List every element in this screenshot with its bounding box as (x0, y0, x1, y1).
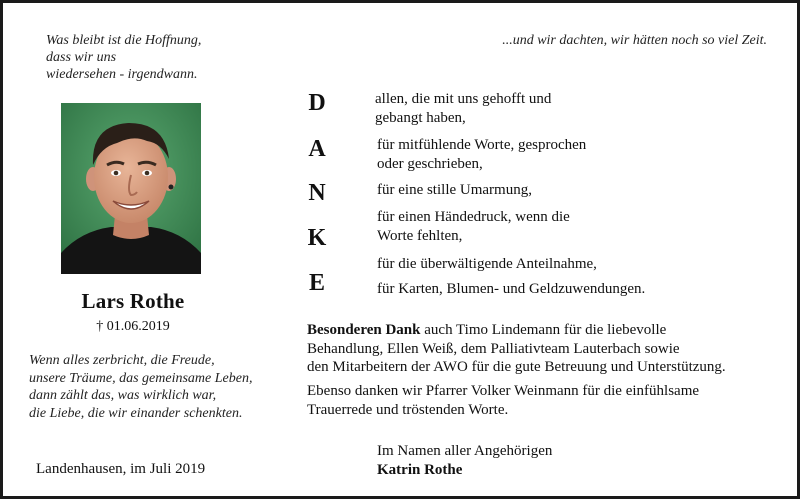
thanks-item (377, 208, 570, 245)
thanks-line: für einen Händedruck, wenn die (377, 209, 570, 225)
special-thanks-text: auch Timo Lindemann für die liebevolle (420, 322, 667, 338)
death-date: † 01.06.2019 (96, 319, 170, 334)
thanks-item (377, 136, 586, 173)
quote-right: ...und wir dachten, wir hätten noch so viel Zeit. (502, 33, 767, 48)
special-thanks-line (307, 321, 787, 340)
signature-line: Im Namen aller Angehörigen (377, 443, 553, 459)
thanks-line: für Karten, Blumen- und Geldzuwendungen. (377, 281, 646, 297)
quote-left (46, 32, 201, 83)
place-date: Landenhausen, im Juli 2019 (36, 461, 206, 477)
poem (29, 352, 252, 422)
special-thanks-bold: Besonderen Dank (307, 322, 421, 338)
also-thanks (307, 382, 787, 419)
special-thanks-line: den Mitarbeitern der AWO für die gute Betreuung und Unterstützung. (307, 359, 726, 375)
thanks-line: für die überwältigende Anteilnahme, (377, 256, 597, 272)
also-thanks-line: Trauerrede und tröstenden Worte. (307, 401, 509, 418)
special-thanks-line: Behandlung, Ellen Weiß, dem Palliativteam Lauterbach sowie (307, 340, 680, 357)
thanks-line: oder geschrieben, (377, 155, 483, 172)
quote-left-line: Was bleibt ist die Hoffnung, (46, 33, 202, 48)
poem-line: dann zählt das, was wirklich war, (29, 388, 217, 403)
thanks-item (375, 90, 551, 127)
portrait-image (61, 103, 201, 274)
danke-letter-d: D (308, 90, 326, 116)
deceased-name: Lars Rothe (81, 289, 185, 313)
signature-name: Katrin Rothe (377, 462, 463, 478)
danke-letter-a: A (308, 136, 326, 162)
thanks-item (377, 255, 597, 274)
poem-line: unsere Träume, das gemeinsame Leben, (29, 370, 253, 386)
poem-line: Wenn alles zerbricht, die Freude, (29, 353, 215, 368)
thanks-line: für mitfühlende Worte, gesprochen (377, 137, 587, 153)
thanks-line: Worte fehlten, (377, 227, 463, 244)
quote-left-line: wiedersehen - irgendwann. (46, 67, 198, 82)
thanks-item (377, 181, 532, 200)
thanks-line: für eine stille Umarmung, (377, 182, 532, 198)
thanks-line: gebangt haben, (375, 109, 466, 126)
thanks-item (377, 280, 645, 299)
danke-letter-k: K (307, 225, 327, 251)
quote-left-line: dass wir uns (46, 50, 117, 65)
special-thanks (307, 321, 787, 377)
also-thanks-line: Ebenso danken wir Pfarrer Volker Weinmann für die einfühlsame (307, 383, 700, 399)
poem-line: die Liebe, die wir einander schenkten. (29, 405, 243, 421)
danke-letter-n: N (308, 180, 326, 206)
thanks-line: allen, die mit uns gehofft und (375, 91, 552, 107)
portrait-photo (61, 103, 201, 274)
danke-letter-e: E (308, 270, 325, 296)
